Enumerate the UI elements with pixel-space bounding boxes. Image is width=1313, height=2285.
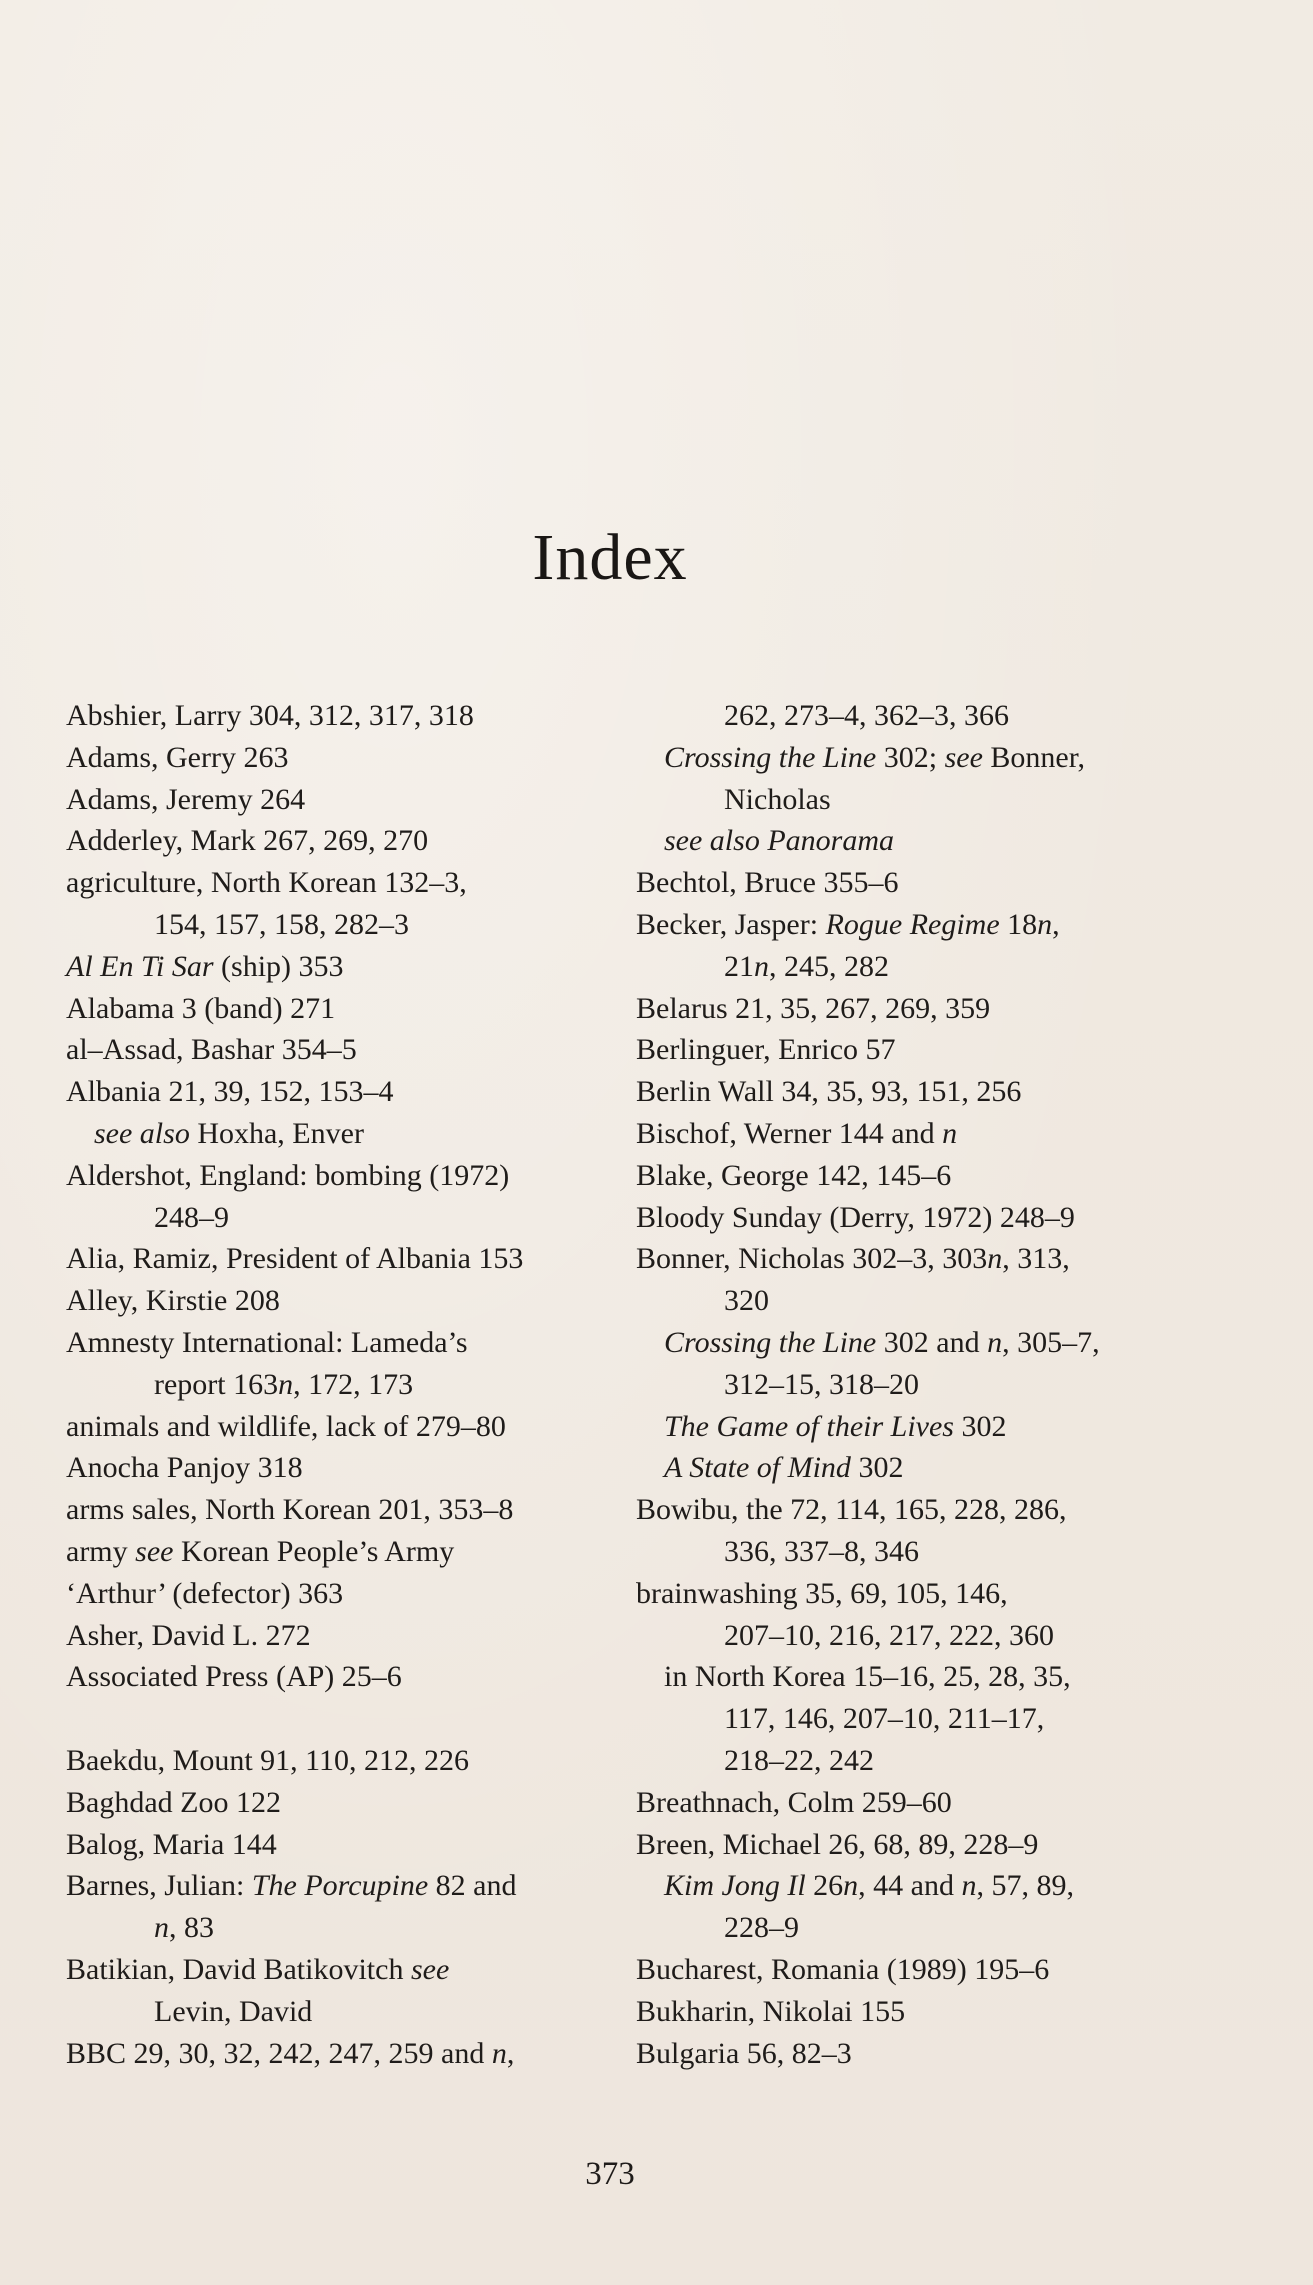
index-entry	[66, 1865, 626, 1907]
entry-text: in North Korea 15–16, 25, 28, 35,	[664, 1660, 1071, 1694]
entry-text: 117, 146, 207–10, 211–17,	[724, 1702, 1045, 1736]
entry-text: Levin, David	[154, 1994, 313, 2028]
italic-text: n	[278, 1367, 294, 1401]
entry-text: report 163	[154, 1367, 279, 1401]
entry-text: Adams, Jeremy 264	[66, 782, 306, 816]
index-entry	[66, 1740, 626, 1782]
index-entry	[66, 695, 626, 737]
italic-text: n	[843, 1869, 859, 1903]
italic-text: see	[944, 740, 983, 774]
index-subentry	[636, 1406, 1196, 1448]
italic-text: n	[987, 1325, 1003, 1359]
entry-text: Breathnach, Colm 259–60	[636, 1785, 952, 1819]
index-entry	[66, 862, 626, 904]
entry-text: Bukharin, Nikolai 155	[636, 1994, 906, 2028]
index-entry	[66, 1824, 626, 1866]
index-entry	[66, 1029, 626, 1071]
index-entry	[66, 946, 626, 988]
index-entry	[66, 1782, 626, 1824]
italic-text: Kim Jong Il	[664, 1869, 806, 1903]
index-entry	[636, 2033, 1196, 2075]
index-entry-continuation	[636, 1615, 1196, 1657]
index-entry	[636, 904, 1196, 946]
index-column-right	[636, 695, 1196, 2074]
index-entry	[636, 1489, 1196, 1531]
index-letter-gap	[66, 1698, 626, 1740]
index-entry	[636, 1991, 1196, 2033]
entry-text: 302	[850, 1451, 904, 1485]
italic-text: Rogue Regime	[825, 907, 1000, 941]
index-entry	[66, 1531, 626, 1573]
entry-text: al–Assad, Bashar 354–5	[66, 1033, 357, 1067]
index-entry	[636, 1949, 1196, 1991]
entry-text: ,	[506, 2036, 515, 2070]
entry-text: Bulgaria 56, 82–3	[636, 2036, 852, 2070]
entry-text: 21	[724, 949, 754, 983]
entry-text: Amnesty International: Lameda’s	[66, 1325, 468, 1359]
entry-text: animals and wildlife, lack of 279–80	[66, 1409, 506, 1443]
index-entry	[66, 1447, 626, 1489]
italic-text: n	[754, 949, 769, 983]
index-entry	[66, 1615, 626, 1657]
index-entry-continuation	[66, 1991, 626, 2033]
entry-text: , 44 and	[858, 1869, 962, 1903]
entry-text: Bloody Sunday (Derry, 1972) 248–9	[636, 1200, 1075, 1234]
index-entry	[636, 1113, 1196, 1155]
entry-text: 248–9	[154, 1200, 229, 1234]
index-entry	[636, 1071, 1196, 1113]
entry-text: 320	[724, 1284, 769, 1318]
index-subentry	[636, 737, 1196, 779]
index-entry-continuation	[636, 1531, 1196, 1573]
index-entry	[636, 1029, 1196, 1071]
index-entry	[66, 988, 626, 1030]
entry-text: Korean People’s Army	[173, 1534, 455, 1568]
index-entry	[66, 1656, 626, 1698]
entry-text: , 172, 173	[293, 1367, 414, 1401]
index-entry	[66, 1489, 626, 1531]
index-entry-continuation	[636, 1907, 1196, 1949]
italic-text: The Porcupine	[251, 1869, 429, 1903]
index-entry	[66, 2033, 626, 2075]
entry-text: Bechtol, Bruce 355–6	[636, 866, 899, 900]
entry-text: arms sales, North Korean 201, 353–8	[66, 1493, 514, 1527]
index-subentry	[636, 1656, 1196, 1698]
entry-text: BBC 29, 30, 32, 242, 247, 259 and	[66, 2036, 492, 2070]
index-entry	[66, 820, 626, 862]
index-subentry	[636, 820, 1196, 862]
entry-text: 82 and	[428, 1869, 517, 1903]
italic-text: n	[491, 2036, 507, 2070]
entry-text: Associated Press (AP) 25–6	[66, 1660, 402, 1694]
italic-text: n	[942, 1116, 958, 1150]
index-entry	[66, 1573, 626, 1615]
entry-text: Hoxha, Enver	[189, 1116, 364, 1150]
entry-text: Berlin Wall 34, 35, 93, 151, 256	[636, 1075, 1022, 1109]
italic-text: The Game of their Lives	[664, 1409, 954, 1443]
index-entry	[66, 1238, 626, 1280]
entry-text: Bucharest, Romania (1989) 195–6	[636, 1952, 1050, 1986]
index-entry-continuation	[66, 1907, 626, 1949]
entry-text: agriculture, North Korean 132–3,	[66, 866, 467, 900]
entry-text: Asher, David L. 272	[66, 1618, 311, 1652]
index-entry	[636, 1155, 1196, 1197]
entry-text: Bonner, Nicholas 302–3, 303	[636, 1242, 988, 1276]
entry-text: Bischof, Werner 144 and	[636, 1116, 943, 1150]
entry-text: Alia, Ramiz, President of Albania 153	[66, 1242, 524, 1276]
entry-text: 218–22, 242	[724, 1743, 874, 1777]
entry-text: , 245, 282	[769, 949, 889, 983]
entry-text: , 57, 89,	[976, 1869, 1074, 1903]
entry-text: (ship) 353	[213, 949, 344, 983]
entry-text: 228–9	[724, 1911, 799, 1945]
index-entry-continuation	[636, 1280, 1196, 1322]
entry-text: 302 and	[876, 1325, 988, 1359]
entry-text: Nicholas	[724, 782, 831, 816]
entry-text: 154, 157, 158, 282–3	[154, 907, 409, 941]
index-subentry	[636, 1447, 1196, 1489]
italic-text: see	[410, 1952, 450, 1986]
entry-text: Baekdu, Mount 91, 110, 212, 226	[66, 1743, 470, 1777]
entry-text: Anocha Panjoy 318	[66, 1451, 303, 1485]
entry-text: 207–10, 216, 217, 222, 360	[724, 1618, 1054, 1652]
entry-text: Belarus 21, 35, 267, 269, 359	[636, 991, 991, 1025]
entry-text: Abshier, Larry 304, 312, 317, 318	[66, 699, 474, 732]
entry-text: Batikian, David Batikovitch	[66, 1952, 411, 1986]
page-number: 373	[585, 2156, 635, 2192]
index-entry	[66, 779, 626, 821]
italic-text: see also	[94, 1116, 190, 1150]
entry-text: Balog, Maria 144	[66, 1827, 277, 1861]
entry-text: army	[66, 1534, 136, 1568]
italic-text: Crossing the Line	[664, 740, 877, 774]
italic-text: n	[1037, 907, 1053, 941]
index-entry-continuation	[636, 1698, 1196, 1740]
entry-text: Barnes, Julian:	[66, 1869, 252, 1903]
index-entry	[636, 1824, 1196, 1866]
index-subentry	[636, 1322, 1196, 1364]
index-entry	[66, 1406, 626, 1448]
index-entry	[66, 1071, 626, 1113]
index-entry	[66, 1949, 626, 1991]
entry-text: 26	[805, 1869, 844, 1903]
index-subentry	[66, 1113, 626, 1155]
entry-text: 336, 337–8, 346	[724, 1534, 919, 1568]
index-entry-continuation	[636, 695, 1196, 737]
italic-text: n	[961, 1869, 977, 1903]
entry-text: Aldershot, England: bombing (1972)	[66, 1158, 510, 1192]
entry-text: Adderley, Mark 267, 269, 270	[66, 824, 429, 858]
entry-text: Alabama 3 (band) 271	[66, 991, 336, 1025]
entry-text: Bonner,	[982, 740, 1086, 774]
entry-text: Albania 21, 39, 152, 153–4	[66, 1075, 394, 1109]
entry-text: Adams, Gerry 263	[66, 740, 289, 774]
entry-text: Berlinguer, Enrico 57	[636, 1033, 896, 1067]
entry-text: brainwashing 35, 69, 105, 146,	[636, 1576, 1008, 1610]
index-entry-continuation	[636, 946, 1196, 988]
index-entry	[636, 1197, 1196, 1239]
index-entry	[636, 1238, 1196, 1280]
italic-text: n	[987, 1242, 1003, 1276]
entry-text: 262, 273–4, 362–3, 366	[724, 699, 1009, 732]
entry-text: Alley, Kirstie 208	[66, 1284, 280, 1318]
italic-text: see	[135, 1534, 174, 1568]
index-entry	[636, 1782, 1196, 1824]
italic-text: Al En Ti Sar	[66, 949, 214, 983]
italic-text: Crossing the Line	[664, 1325, 877, 1359]
entry-text: , 313,	[1002, 1242, 1070, 1276]
entry-text: ,	[1052, 907, 1060, 941]
entry-text: 312–15, 318–20	[724, 1367, 919, 1401]
index-entry-continuation	[66, 1197, 626, 1239]
index-entry	[636, 1573, 1196, 1615]
index-entry-continuation	[66, 1364, 626, 1406]
index-entry	[66, 1155, 626, 1197]
italic-text: A State of Mind	[664, 1451, 851, 1485]
entry-text: Breen, Michael 26, 68, 89, 228–9	[636, 1827, 1039, 1861]
index-entry-continuation	[636, 779, 1196, 821]
entry-text: ‘Arthur’ (defector) 363	[66, 1576, 344, 1610]
italic-text: n	[154, 1911, 169, 1945]
entry-text: Baghdad Zoo 122	[66, 1785, 281, 1819]
index-entry-continuation	[636, 1364, 1196, 1406]
index-entry	[66, 1280, 626, 1322]
index-entry	[636, 862, 1196, 904]
index-title: Index	[532, 521, 688, 594]
entry-text: , 83	[169, 1911, 214, 1945]
index-entry	[66, 737, 626, 779]
index-entry	[66, 1322, 626, 1364]
entry-text: 302;	[876, 740, 945, 774]
index-entry-continuation	[66, 904, 626, 946]
entry-text: , 305–7,	[1002, 1325, 1100, 1359]
index-entry	[636, 988, 1196, 1030]
italic-text: see also Panorama	[664, 824, 894, 858]
entry-text: Bowibu, the 72, 114, 165, 228, 286,	[636, 1493, 1067, 1527]
index-entry-continuation	[636, 1740, 1196, 1782]
entry-text: Becker, Jasper:	[636, 907, 826, 941]
entry-text: Blake, George 142, 145–6	[636, 1158, 952, 1192]
entry-text: 302	[953, 1409, 1007, 1443]
index-column-left	[66, 695, 626, 2074]
entry-text: 18	[999, 907, 1038, 941]
index-subentry	[636, 1865, 1196, 1907]
